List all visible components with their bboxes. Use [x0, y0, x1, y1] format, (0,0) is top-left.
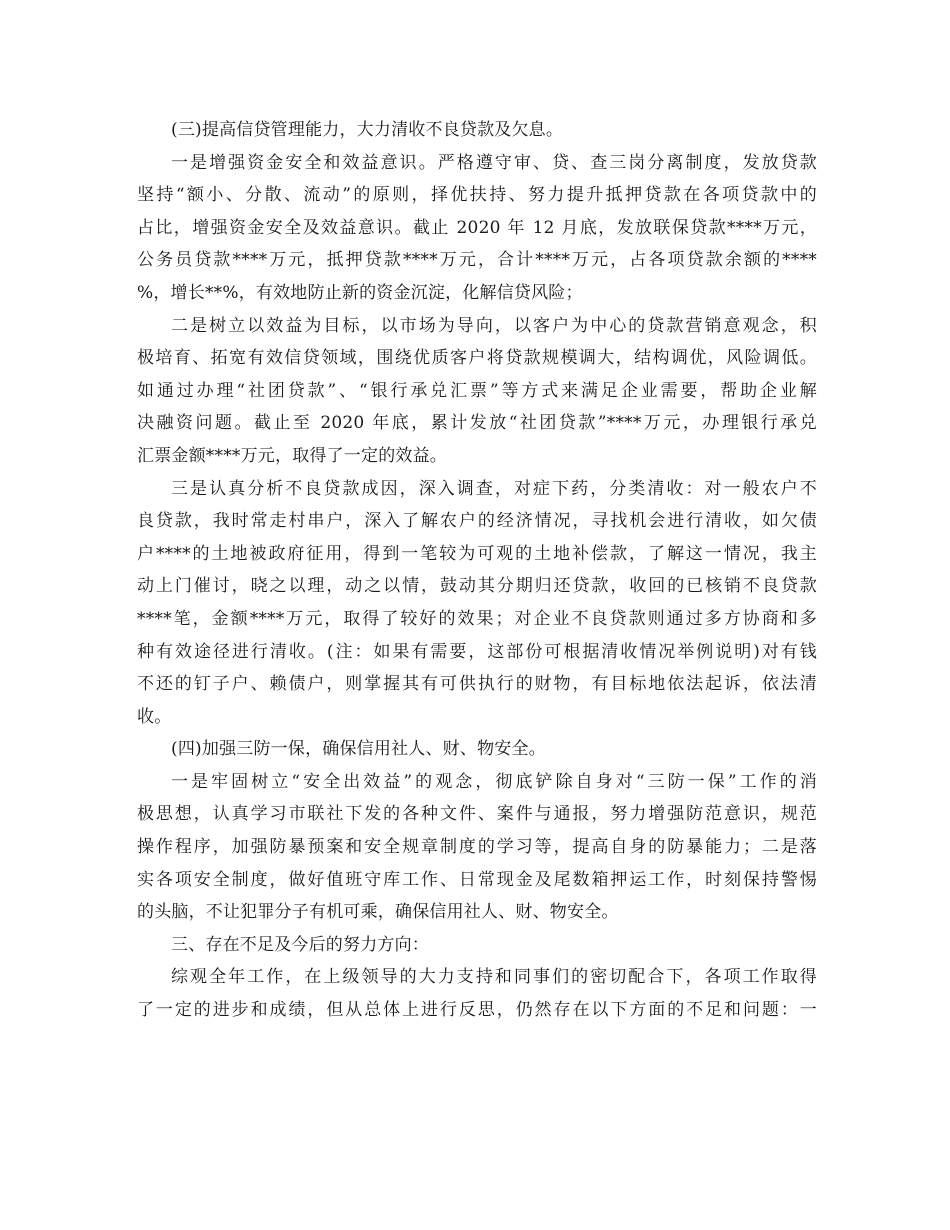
- document-text-line: 公务员贷款****万元，抵押贷款****万元，合计****万元，占各项贷款余额的****: [137, 250, 817, 271]
- document-text-line: ****笔，金额****万元，取得了较好的效果；对企业不良贷款则通过多方协商和多: [137, 608, 817, 629]
- document-text-line: 汇票金额****万元，取得了一定的效益。: [137, 445, 447, 466]
- document-text-line: 的头脑，不让犯罪分子有机可乘，确保信用社人、财、物安全。: [137, 902, 619, 923]
- document-text-line: 收。: [137, 706, 172, 727]
- document-text-line: 三、存在不足及今后的努力方向：: [171, 934, 429, 955]
- document-text-line: 坚持“额小、分散、流动”的原则，择优扶持、努力提升抵押贷款在各项贷款中的: [137, 185, 817, 206]
- document-text-line: 实各项安全制度，做好值班守库工作、日常现金及尾数箱押运工作，时刻保持警惕: [137, 869, 817, 890]
- document-text-line: 三是认真分析不良贷款成因，深入调查，对症下药，分类清收：对一般农户不: [171, 478, 817, 499]
- document-text-line: (三)提高信贷管理能力，大力清收不良贷款及欠息。: [171, 120, 564, 140]
- document-text-line: 如通过办理“社团贷款”、“银行承兑汇票”等方式来满足企业需要，帮助企业解: [137, 380, 817, 401]
- document-text-line: 综观全年工作，在上级领导的大力支持和同事们的密切配合下，各项工作取得: [171, 967, 817, 988]
- document-text-line: 了一定的进步和成绩，但从总体上进行反思，仍然存在以下方面的不足和问题：一: [137, 1000, 817, 1021]
- document-text-line: (四)加强三防一保，确保信用社人、财、物安全。: [171, 739, 546, 760]
- document-text-line: 种有效途径进行清收。(注：如果有需要，这部份可根据清收情况举例说明)对有钱: [137, 641, 817, 662]
- document-text-line: 不还的钉子户、赖债户，则掌握其有可供执行的财物，有目标地依法起诉，依法清: [137, 674, 817, 695]
- document-text-line: 一是牢固树立“安全出效益”的观念，彻底铲除自身对“三防一保”工作的消: [171, 771, 817, 792]
- document-text-line: 户****的土地被政府征用，得到一笔较为可观的土地补偿款，了解这一情况，我主: [137, 543, 817, 564]
- document-text-line: 二是树立以效益为目标，以市场为导向，以客户为中心的贷款营销意观念，积: [171, 315, 817, 336]
- document-text-line: 极培育、拓宽有效信贷领域，围绕优质客户将贷款规模调大，结构调优，风险调低。: [137, 348, 817, 369]
- document-text-line: 一是增强资金安全和效益意识。严格遵守审、贷、查三岗分离制度，发放贷款: [171, 152, 817, 173]
- document-text-line: 动上门催讨，晓之以理，动之以情，鼓动其分期归还贷款，收回的已核销不良贷款: [137, 576, 817, 597]
- document-text-line: 决融资问题。截止至 2020 年底，累计发放“社团贷款”****万元，办理银行承兑: [137, 413, 817, 434]
- document-text-line: 极思想，认真学习市联社下发的各种文件、案件与通报，努力增强防范意识，规范: [137, 804, 817, 825]
- document-text-line: 良贷款，我时常走村串户，深入了解农户的经济情况，寻找机会进行清收，如欠债: [137, 511, 817, 532]
- document-text-line: 占比，增强资金安全及效益意识。截止 2020 年 12 月底，发放联保贷款****万元，: [137, 217, 817, 238]
- document-body: [137, 114, 817, 1027]
- document-text-line: %，增长**%，有效地防止新的资金沉淀，化解信贷风险；: [137, 282, 583, 303]
- document-text-line: 操作程序，加强防暴预案和安全规章制度的学习等，提高自身的防暴能力；二是落: [137, 837, 817, 858]
